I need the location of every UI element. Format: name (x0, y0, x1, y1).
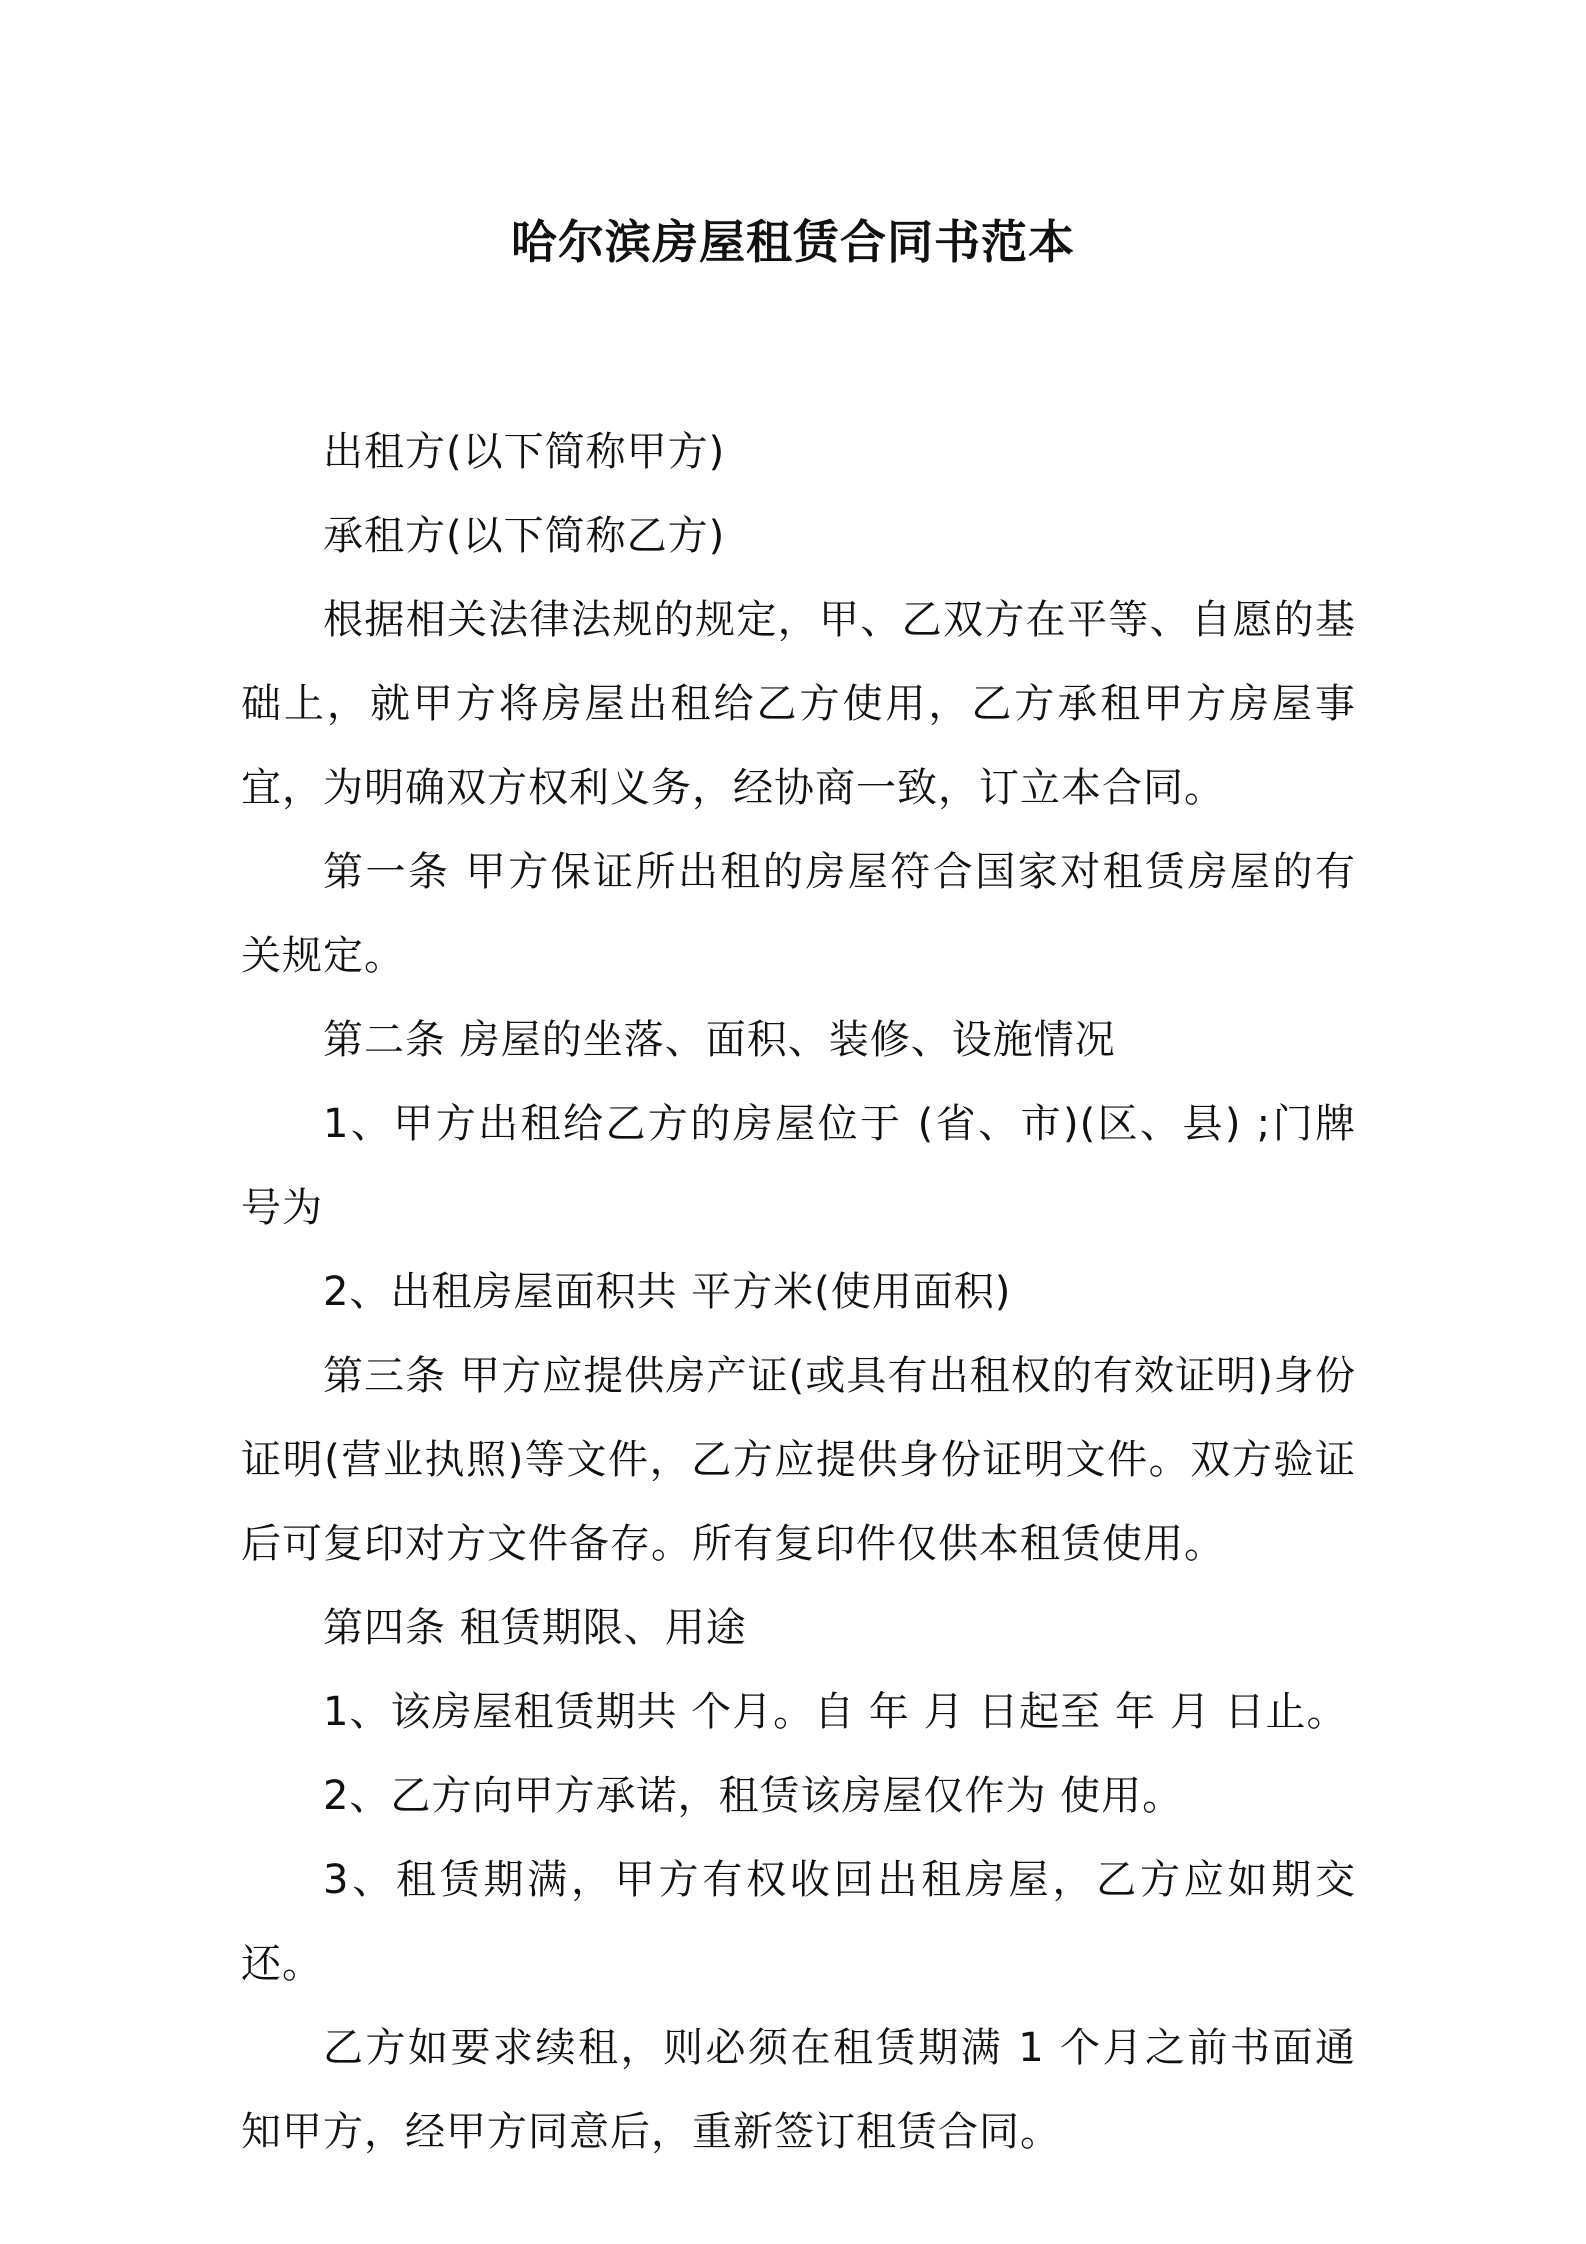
paragraph-article-4-item-2: 2、乙方向甲方承诺，租赁该房屋仅作为 使用。 (323, 1773, 1184, 1819)
paragraph-lessor: 出租方(以下简称甲方) (323, 429, 726, 475)
paragraph-article-2-item-1: 1、甲方出租给乙方的房屋位于 (省、市)(区、县) ;门牌号为 (241, 1101, 1356, 1231)
paragraph-article-2-item-2: 2、出租房屋面积共 平方米(使用面积) (323, 1269, 1012, 1315)
paragraph-article-4-item-1: 1、该房屋租赁期共 个月。自 年 月 日起至 年 月 日止。 (323, 1689, 1348, 1735)
paragraph-renewal: 乙方如要求续租，则必须在租赁期满 1 个月之前书面通知甲方，经甲方同意后，重新签订租赁合同。 (241, 2025, 1356, 2155)
paragraph-lessee: 承租方(以下简称乙方) (323, 513, 726, 559)
document-body (241, 410, 1356, 2174)
paragraph-article-3: 第三条 甲方应提供房产证(或具有出租权的有效证明)身份证明(营业执照)等文件，乙方应提供身份证明文件。双方验证后可复印对方文件备存。所有复印件仅供本租赁使用。 (241, 1353, 1356, 1567)
paragraph-article-4-item-3: 3、租赁期满，甲方有权收回出租房屋，乙方应如期交还。 (241, 1857, 1356, 1987)
paragraph-article-1: 第一条 甲方保证所出租的房屋符合国家对租赁房屋的有关规定。 (241, 849, 1356, 979)
paragraph-preamble: 根据相关法律法规的规定，甲、乙双方在平等、自愿的基础上，就甲方将房屋出租给乙方使用，乙方承租甲方房屋事宜，为明确双方权利义务，经协商一致，订立本合同。 (241, 597, 1356, 811)
document-title: 哈尔滨房屋租赁合同书范本 (511, 215, 1075, 269)
paragraph-article-4-heading: 第四条 租赁期限、用途 (323, 1605, 747, 1651)
paragraph-article-2-heading: 第二条 房屋的坐落、面积、装修、设施情况 (323, 1017, 1116, 1063)
